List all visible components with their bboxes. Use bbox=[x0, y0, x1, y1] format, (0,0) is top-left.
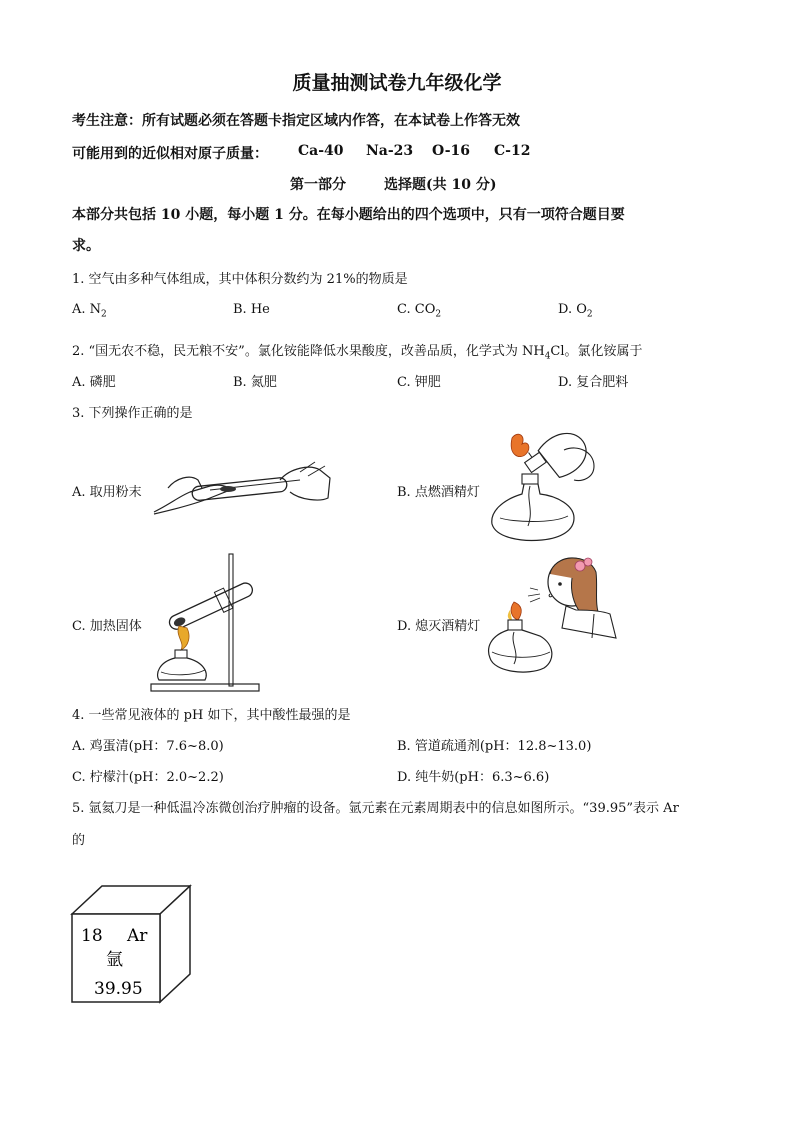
q4-option-b[interactable]: B. 管道疏通剂(pH：12.8~13.0) bbox=[397, 739, 592, 754]
q4-option-d[interactable]: D. 纯牛奶(pH：6.3~6.6) bbox=[397, 770, 550, 785]
q2-option-d[interactable]: D. 复合肥料 bbox=[558, 375, 629, 390]
q2-option-c[interactable]: C. 钾肥 bbox=[397, 375, 441, 390]
q1-option-c[interactable]: C. $CO_2$ bbox=[397, 302, 442, 320]
q2-option-a[interactable]: A. 磷肥 bbox=[72, 375, 116, 390]
q1-option-b[interactable]: B. He bbox=[233, 302, 270, 317]
argon-element-cell bbox=[70, 884, 194, 1004]
notice: 考生注意：所有试题必须在答题卡指定区域内作答，在本试卷上作答无效 bbox=[72, 113, 520, 129]
blow-lamp-illustration bbox=[484, 548, 624, 693]
atomic-mass-label: 可能用到的近似相对原子质量： bbox=[72, 146, 268, 162]
page-title: 质量抽测试卷九年级化学 bbox=[292, 72, 502, 94]
q1-stem: 1. 空气由多种气体组成，其中体积分数约为 21%的物质是 bbox=[72, 272, 408, 287]
q3-option-d[interactable]: D. 熄灭酒精灯 bbox=[397, 619, 481, 634]
q4-option-a[interactable]: A. 鸡蛋清(pH：7.6~8.0) bbox=[72, 739, 224, 754]
atomic-mass-na: Na-23 bbox=[366, 143, 414, 159]
q3-option-a[interactable]: A. 取用粉末 bbox=[72, 485, 142, 500]
part-heading-sub: 选择题(共 10 分) bbox=[384, 177, 497, 193]
atomic-mass-o: O-16 bbox=[432, 143, 471, 159]
element-mass: 39.95 bbox=[94, 979, 143, 999]
instructions-line1: 本部分共包括 10 小题，每小题 1 分。在每小题给出的四个选项中，只有一项符合题目要 bbox=[72, 207, 625, 223]
q2-option-b[interactable]: B. 氮肥 bbox=[233, 375, 277, 390]
atomic-mass-c: C-12 bbox=[494, 143, 531, 159]
q4-stem: 4. 一些常见液体的 pH 如下，其中酸性最强的是 bbox=[72, 708, 351, 723]
q5-stem-line2: 的 bbox=[72, 833, 86, 848]
light-lamp-illustration bbox=[482, 430, 607, 545]
element-number: 18 bbox=[81, 926, 103, 946]
instructions-line2: 求。 bbox=[72, 238, 100, 254]
powder-tube-illustration bbox=[150, 458, 335, 516]
part-heading: 第一部分 bbox=[290, 177, 346, 193]
q3-option-b[interactable]: B. 点燃酒精灯 bbox=[397, 485, 480, 500]
element-symbol: Ar bbox=[127, 926, 148, 946]
q3-option-c[interactable]: C. 加热固体 bbox=[72, 619, 142, 634]
element-name: 氩 bbox=[106, 950, 123, 970]
q4-option-c[interactable]: C. 柠檬汁(pH：2.0~2.2) bbox=[72, 770, 224, 785]
q3-stem: 3. 下列操作正确的是 bbox=[72, 406, 193, 421]
heat-solid-illustration bbox=[145, 550, 263, 695]
atomic-mass-ca: Ca-40 bbox=[298, 143, 344, 159]
q5-stem-line1: 5. 氩氦刀是一种低温冷冻微创治疗肿瘤的设备。氩元素在元素周期表中的信息如图所示。“39.95”表示 Ar bbox=[72, 801, 679, 816]
q2-stem: 2. “国无农不稳，民无粮不安”。氯化铵能降低水果酸度，改善品质，化学式为 $NH_4Cl$。氯化铵属于 bbox=[72, 344, 643, 362]
q1-option-d[interactable]: D. $O_2$ bbox=[558, 302, 593, 320]
q1-option-a[interactable]: A. $N_2$ bbox=[72, 302, 107, 320]
